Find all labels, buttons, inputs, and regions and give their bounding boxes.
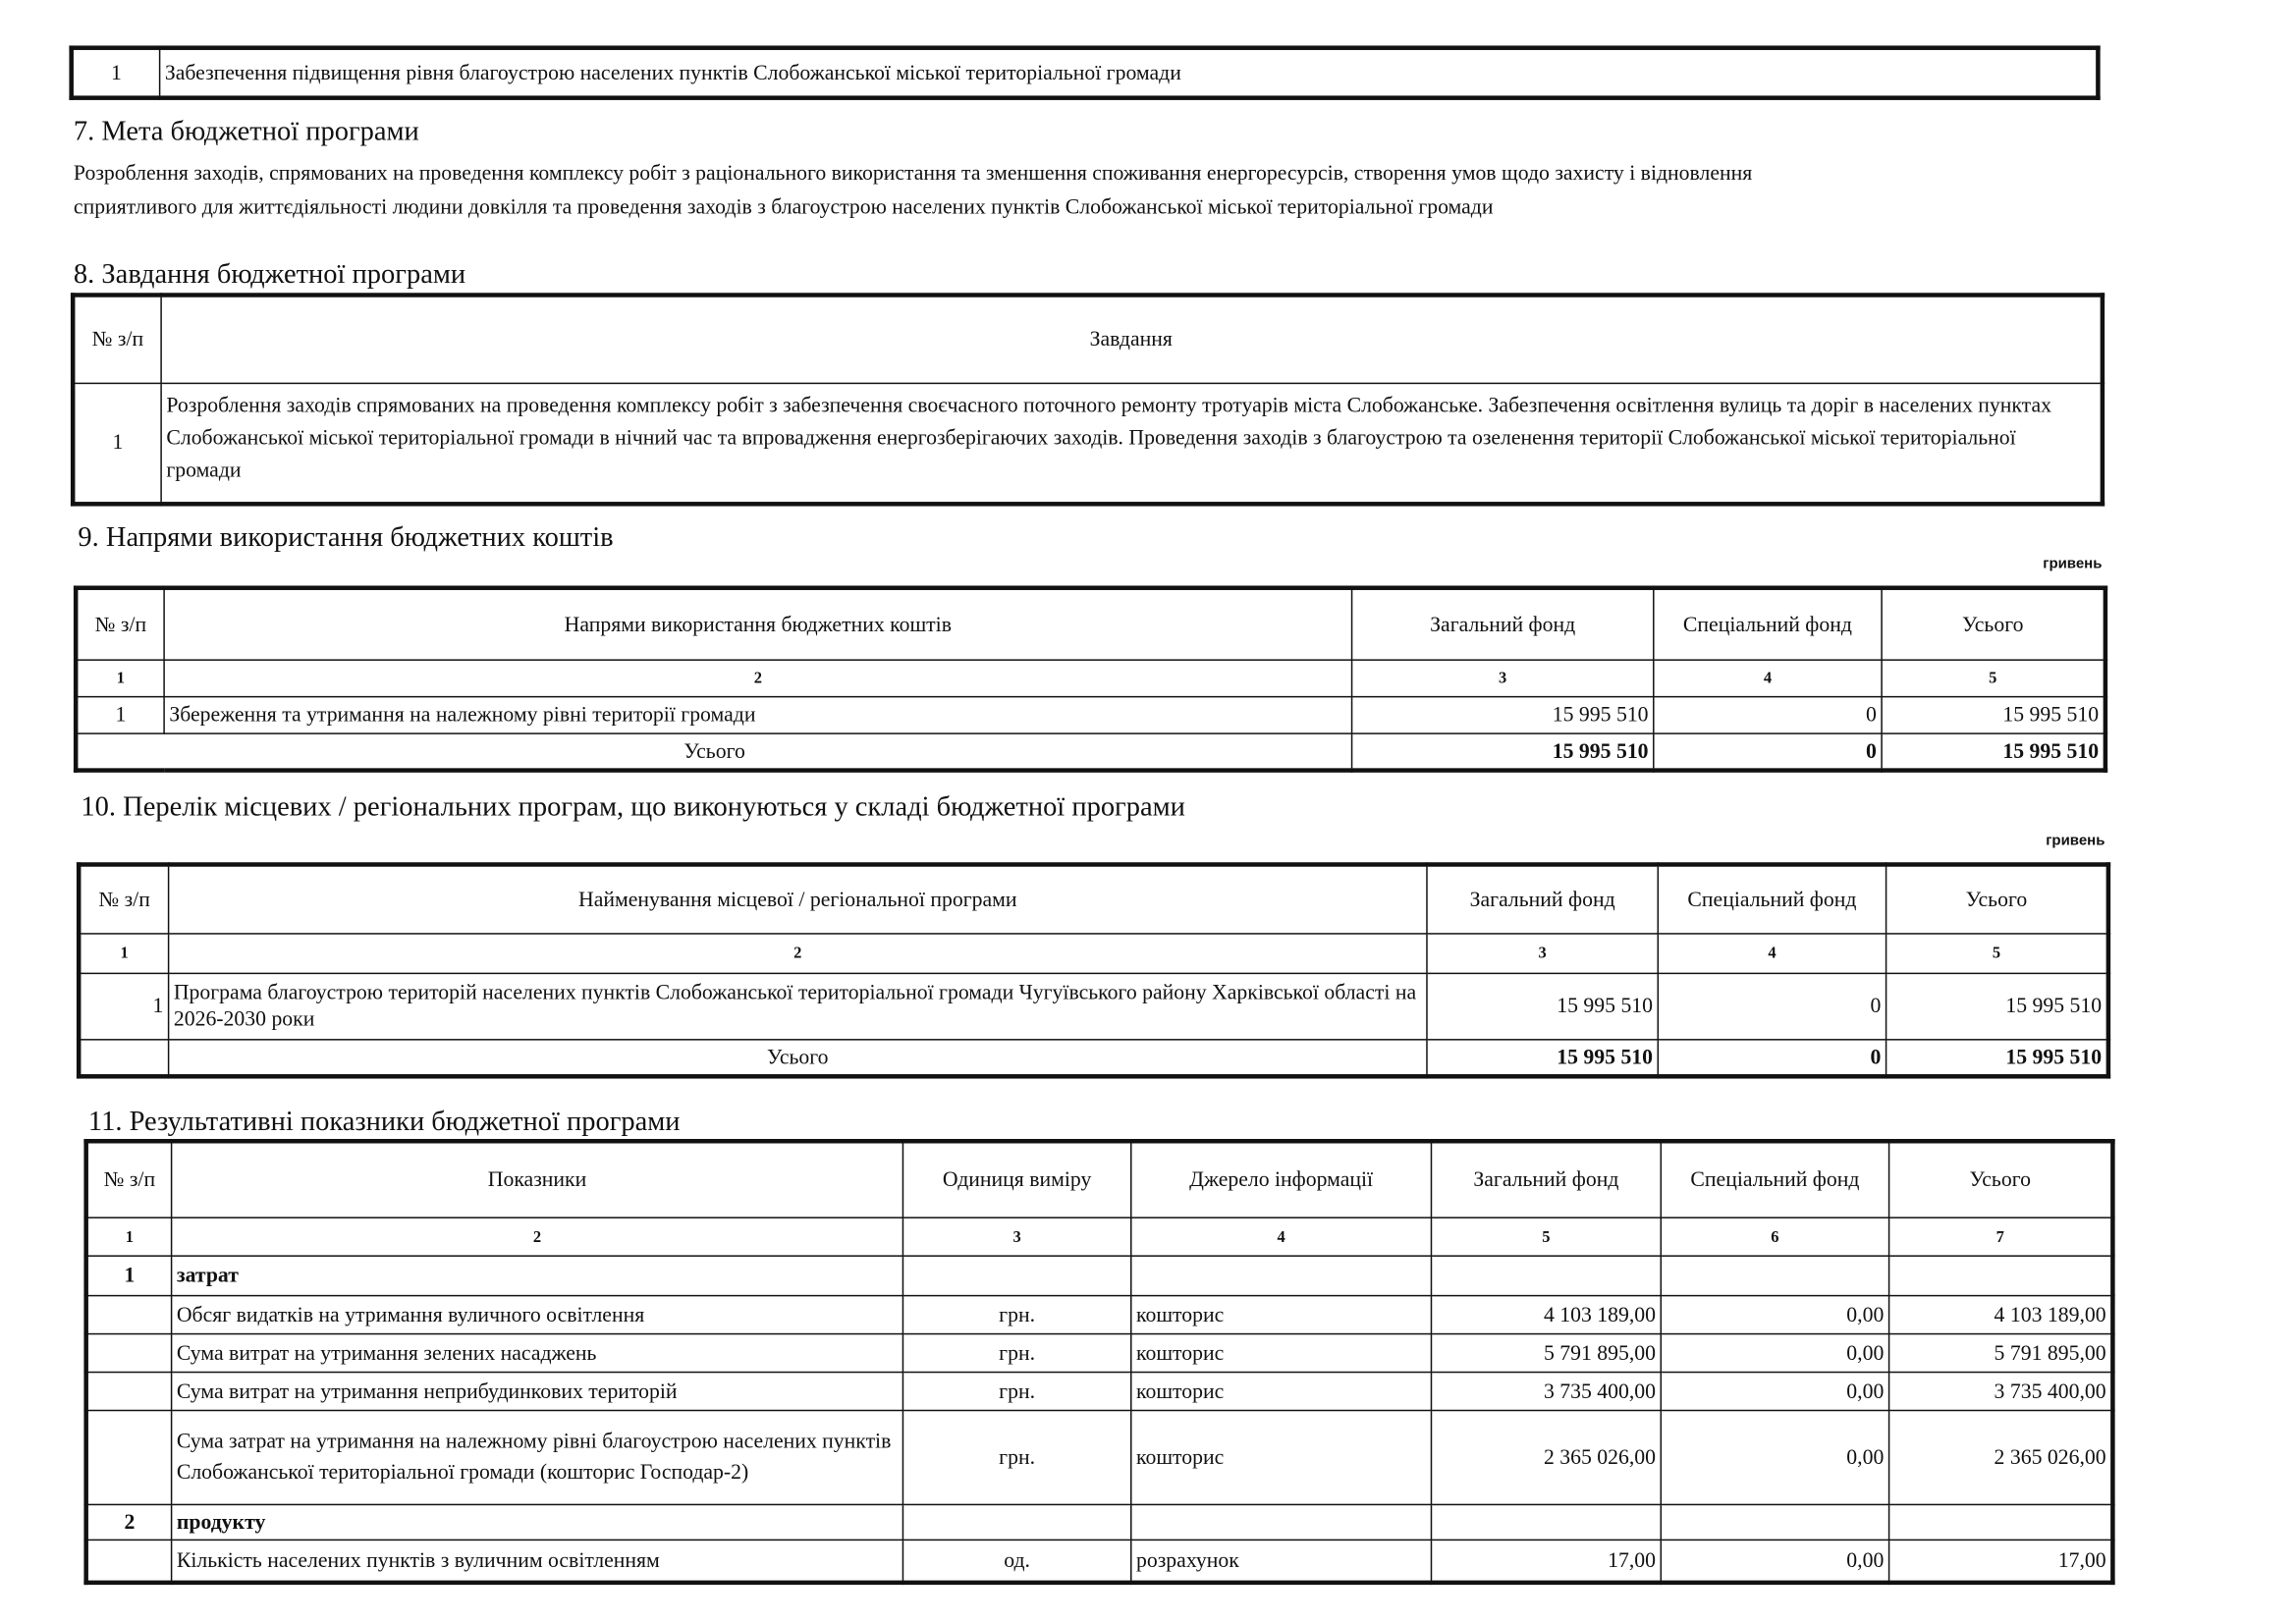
goal-text: Забезпечення підвищення рівня благоустрою населених пунктів Слобожанської міської територіальної громади [160, 48, 2099, 98]
total-row [79, 1040, 2108, 1076]
section11-title: 11. Результативні показники бюджетної програми [87, 1107, 681, 1138]
general-fund-value: 4 103 189,00 [1431, 1296, 1661, 1334]
program-name: Програма благоустрою територій населених пунктів Слобожанської територіальної громади Чугуївського району Харківської області на 2026-2030 роки [169, 973, 1427, 1039]
header-general-fund: Загальний фонд [1431, 1141, 1661, 1217]
general-fund-value: 2 365 026,00 [1431, 1411, 1661, 1505]
section7-text [74, 157, 2134, 225]
total-value: 4 103 189,00 [1889, 1296, 2113, 1334]
col-number: 2 [164, 660, 1351, 696]
header-num: № з/п [73, 295, 161, 383]
col-number: 7 [1889, 1217, 2113, 1256]
col-number: 2 [169, 934, 1427, 973]
table-row [73, 383, 2103, 504]
col-number: 2 [172, 1217, 903, 1256]
total-general: 15 995 510 [1352, 733, 1654, 770]
col-number: 4 [1131, 1217, 1432, 1256]
total-value: 5 791 895,00 [1889, 1334, 2113, 1373]
total-value: 17,00 [1889, 1540, 2113, 1582]
total-value: 15 995 510 [1882, 697, 2105, 733]
special-fund-value: 0,00 [1661, 1296, 1888, 1334]
row-num: 1 [79, 973, 168, 1039]
col-number: 3 [1352, 660, 1654, 696]
goal-num: 1 [72, 48, 160, 98]
special-fund-value: 0 [1654, 697, 1882, 733]
header-total: Усього [1886, 864, 2108, 933]
table-row [72, 48, 2099, 98]
col-number: 5 [1431, 1217, 1661, 1256]
indicator-source: кошторис [1131, 1334, 1432, 1373]
section7-line: Розроблення заходів, спрямованих на проведення комплексу робіт з раціонального використання та зменшення споживання енергоресурсів, створення умов щодо захисту і відновлення [73, 161, 1753, 186]
special-fund-value: 0 [1658, 973, 1886, 1039]
section10-title: 10. Перелік місцевих / регіональних програм, що виконуються у складі бюджетної програми [81, 791, 1185, 823]
group-num: 1 [86, 1256, 172, 1295]
header-task: Завдання [161, 295, 2103, 383]
directions-table [74, 585, 2107, 772]
header-total: Усього [1889, 1141, 2113, 1217]
header-program: Найменування місцевої / регіональної програми [169, 864, 1427, 933]
indicator-unit: од. [902, 1540, 1130, 1582]
table-row [79, 973, 2108, 1039]
col-number: 3 [902, 1217, 1130, 1256]
indicator-unit: грн. [902, 1334, 1130, 1373]
header-special-fund: Спеціальний фонд [1658, 864, 1886, 933]
col-number: 4 [1654, 660, 1882, 696]
col-number: 1 [79, 934, 168, 973]
indicator-name: Сума витрат на утримання зелених насаджень [172, 1334, 903, 1373]
table-row [86, 1540, 2113, 1582]
indicator-unit: грн. [902, 1373, 1130, 1411]
general-fund-value: 15 995 510 [1427, 973, 1658, 1039]
total-value: 3 735 400,00 [1889, 1373, 2113, 1411]
special-fund-value: 0,00 [1661, 1373, 1888, 1411]
total-label: Усього [169, 1040, 1427, 1076]
section7-line: сприятливого для життєдіяльності людини довкілля та проведення заходів з благоустрою населених пунктів Слобожанської міської територіальної громади [73, 195, 1494, 220]
indicator-source: кошторис [1131, 1373, 1432, 1411]
indicators-table [83, 1139, 2114, 1585]
header-num: № з/п [76, 588, 164, 660]
total-total: 15 995 510 [1886, 1040, 2108, 1076]
header-indicator: Показники [172, 1141, 903, 1217]
header-general-fund: Загальний фонд [1352, 588, 1654, 660]
general-fund-value: 3 735 400,00 [1431, 1373, 1661, 1411]
group-name: затрат [172, 1256, 903, 1295]
indicator-source: кошторис [1131, 1296, 1432, 1334]
general-fund-value: 17,00 [1431, 1540, 1661, 1582]
table-row [86, 1411, 2113, 1505]
total-general: 15 995 510 [1427, 1040, 1658, 1076]
indicator-name: Кількість населених пунктів з вуличним освітленням [172, 1540, 903, 1582]
total-row [76, 733, 2105, 770]
row-num: 1 [76, 697, 164, 733]
special-fund-value: 0,00 [1661, 1334, 1888, 1373]
indicator-name: Обсяг видатків на утримання вуличного освітлення [172, 1296, 903, 1334]
total-special: 0 [1654, 733, 1882, 770]
header-unit: Одиниця виміру [902, 1141, 1130, 1217]
indicator-source: розрахунок [1131, 1540, 1432, 1582]
indicator-unit: грн. [902, 1296, 1130, 1334]
indicator-source: кошторис [1131, 1411, 1432, 1505]
section10-unit: гривень [2046, 833, 2105, 849]
direction-name: Збереження та утримання на належному рівні території громади [164, 697, 1351, 733]
header-special-fund: Спеціальний фонд [1654, 588, 1882, 660]
col-number: 5 [1882, 660, 2105, 696]
col-number: 3 [1427, 934, 1658, 973]
table-row [86, 1296, 2113, 1334]
task-text: Розроблення заходів спрямованих на проведення комплексу робіт з забезпечення своєчасного поточного ремонту тротуарів міста Слобожанське. Забезпечення освітлення вулиць та доріг в населених пунктах Слобожанської міської територіальної громади в нічний час та впровадження енергозберігаючих заходів. Проведення заходів з благоустрою та озеленення території Слобожанської міської територіальної громади [161, 383, 2103, 504]
header-general-fund: Загальний фонд [1427, 864, 1658, 933]
header-source: Джерело інформації [1131, 1141, 1432, 1217]
table-row [76, 697, 2105, 733]
section9-title: 9. Напрями використання бюджетних коштів [78, 522, 614, 554]
indicator-name: Сума витрат на утримання неприбудинкових територій [172, 1373, 903, 1411]
group-name: продукту [172, 1504, 903, 1540]
tasks-table [71, 293, 2105, 506]
indicator-unit: грн. [902, 1411, 1130, 1505]
header-num: № з/п [79, 864, 168, 933]
total-special: 0 [1658, 1040, 1886, 1076]
total-total: 15 995 510 [1882, 733, 2105, 770]
header-direction: Напрями використання бюджетних коштів [164, 588, 1351, 660]
special-fund-value: 0,00 [1661, 1411, 1888, 1505]
section7-title: 7. Мета бюджетної програми [73, 116, 419, 147]
col-number: 4 [1658, 934, 1886, 973]
col-number: 6 [1661, 1217, 1888, 1256]
special-fund-value: 0,00 [1661, 1540, 1888, 1582]
header-special-fund: Спеціальний фонд [1661, 1141, 1888, 1217]
group-row [86, 1256, 2113, 1295]
header-num: № з/п [86, 1141, 172, 1217]
col-number: 5 [1886, 934, 2108, 973]
group-num: 2 [86, 1504, 172, 1540]
total-label: Усього [76, 733, 1351, 770]
col-number: 1 [76, 660, 164, 696]
table-row [86, 1334, 2113, 1373]
col-number: 1 [86, 1217, 172, 1256]
programs-table [77, 862, 2110, 1078]
group-row [86, 1504, 2113, 1540]
section8-title: 8. Завдання бюджетної програми [73, 258, 466, 291]
total-value: 2 365 026,00 [1889, 1411, 2113, 1505]
row-num: 1 [73, 383, 161, 504]
general-fund-value: 5 791 895,00 [1431, 1334, 1661, 1373]
header-total: Усього [1882, 588, 2105, 660]
total-value: 15 995 510 [1886, 973, 2108, 1039]
goal-table [69, 45, 2100, 99]
general-fund-value: 15 995 510 [1352, 697, 1654, 733]
table-row [86, 1373, 2113, 1411]
section9-unit: гривень [2043, 556, 2103, 572]
indicator-name: Сума затрат на утримання на належному рівні благоустрою населених пунктів Слобожанської територіальної громади (кошторис Господар-2) [172, 1411, 903, 1505]
